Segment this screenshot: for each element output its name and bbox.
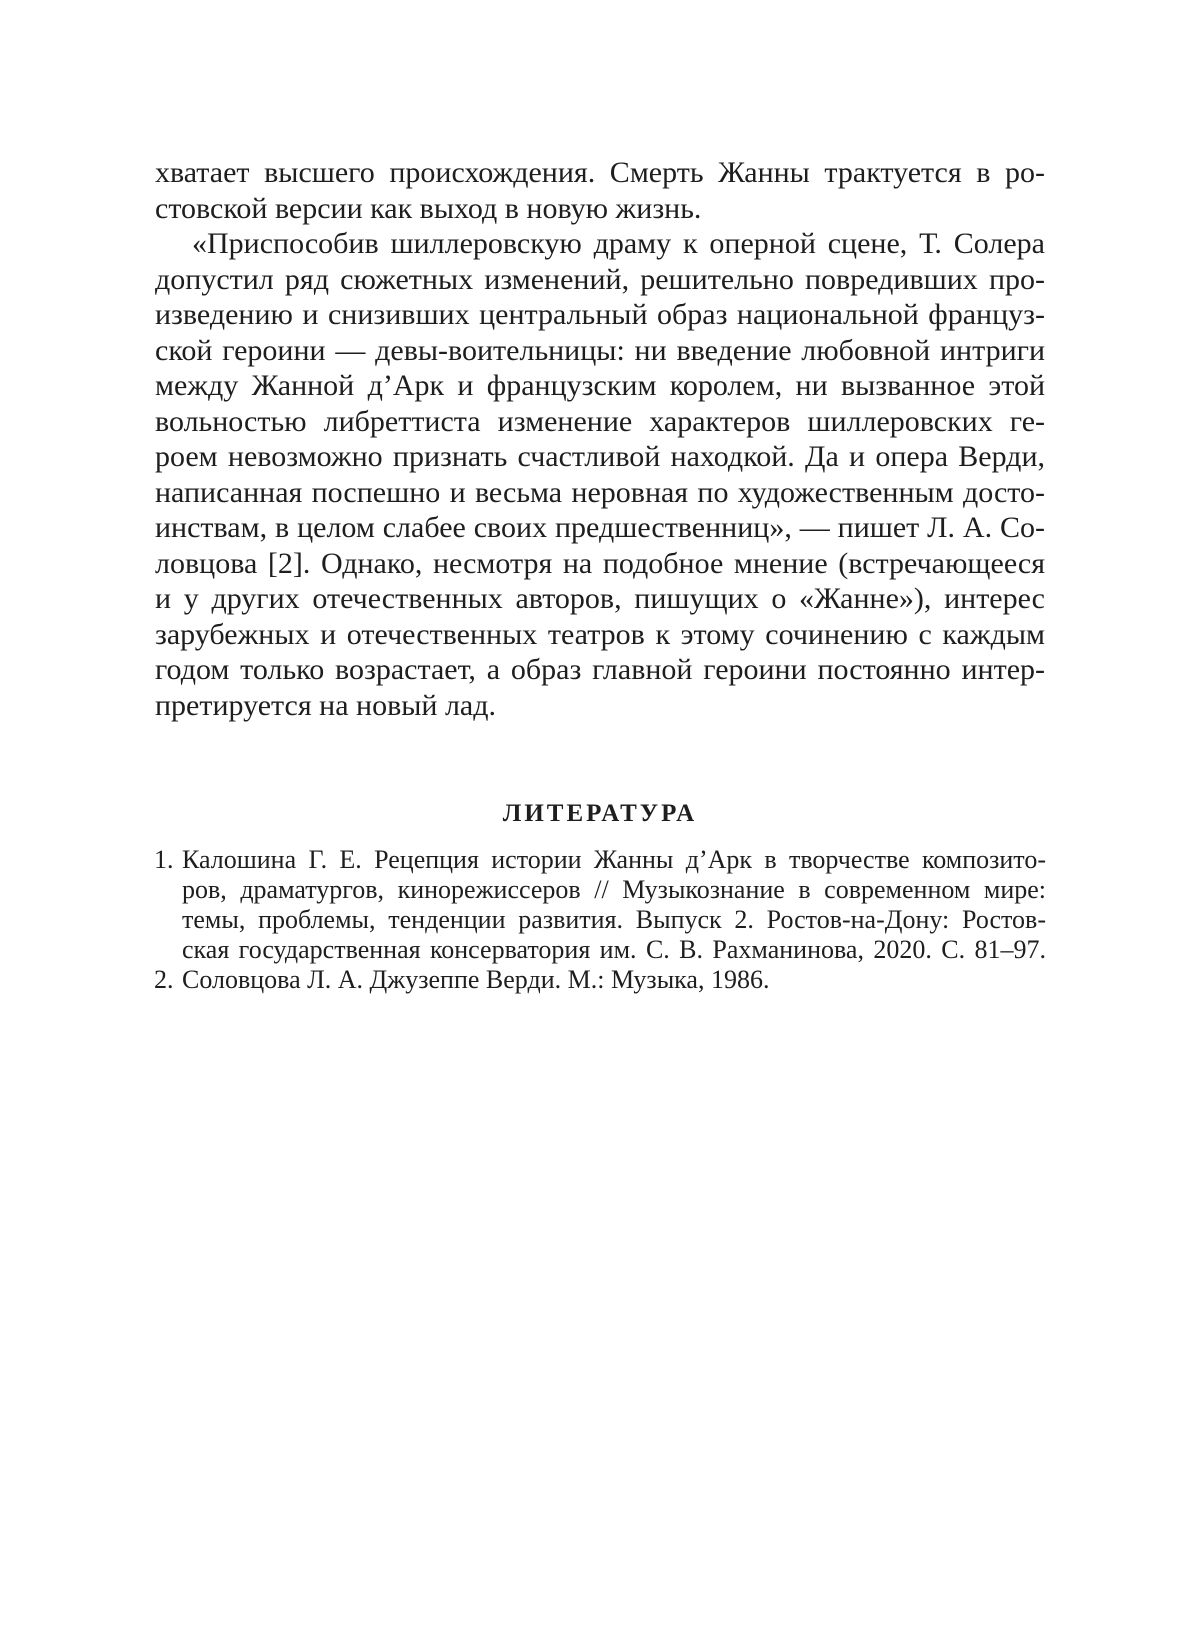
text-line: стовской версии как выход в новую жизнь.: [155, 191, 702, 225]
text-line: зарубежных и отечественных театров к этому сочинению с каждым: [155, 617, 1045, 651]
reference-text: [182, 965, 1046, 995]
body-text: [155, 155, 1045, 723]
reference-item: [154, 965, 1046, 995]
reference-number: 1.: [154, 845, 174, 874]
text-line: ской героини — девы-воительницы: ни введение любовной интриги: [155, 333, 1045, 367]
text-line: ловцова [2]. Однако, несмотря на подобное мнение (встречающееся: [155, 546, 1045, 580]
text-line: вольностью либреттиста изменение характеров шиллеровских ге-: [155, 404, 1045, 438]
reference-item: [154, 845, 1046, 965]
reference-list: [154, 845, 1046, 995]
reference-line: Соловцова Л. А. Джузеппе Верди. М.: Музыка, 1986.: [182, 965, 770, 994]
paragraph: [155, 155, 1045, 226]
text-line: претируется на новый лад.: [155, 688, 497, 722]
text-line: «Приспособив шиллеровскую драму к оперной сцене, Т. Солера: [192, 227, 1045, 260]
text-line: допустил ряд сюжетных изменений, решительно повредивших про-: [155, 262, 1045, 296]
text-line: изведению и снизивших центральный образ национальной француз-: [155, 298, 1045, 331]
text-line: хватает высшего происхождения. Смерть Жанны трактуется в ро-: [155, 156, 1045, 189]
reference-number: 2.: [154, 965, 174, 994]
reference-line: ров, драматургов, кинорежиссеров // Музыкознание в современном мире:: [182, 875, 1046, 904]
reference-line: ская государственная консерватория им. С. В. Рахманинова, 2020. С. 81–97.: [182, 935, 1046, 964]
text-line: между Жанной д’Арк и французским королем, ни вызванное этой: [155, 369, 1045, 402]
text-line: роем невозможно признать счастливой находкой. Да и опера Верди,: [155, 440, 1045, 473]
reference-line: темы, проблемы, тенденции развития. Выпуск 2. Ростов-на-Дону: Ростов-: [182, 905, 1046, 934]
text-line: годом только возрастает, а образ главной героини постоянно интер-: [155, 653, 1045, 686]
literature-heading: ЛИТЕРАТУРА: [502, 800, 698, 827]
text-line: инствам, в целом слабее своих предшественниц», — пишет Л. А. Со-: [155, 511, 1045, 544]
reference-line: Калошина Г. Е. Рецепция истории Жанны д’Арк в творчестве композито-: [182, 845, 1046, 874]
reference-text: [182, 845, 1046, 965]
paragraph: [155, 226, 1045, 723]
text-line: и у других отечественных авторов, пишущих о «Жанне»), интерес: [155, 582, 1045, 615]
text-line: написанная поспешно и весьма неровная по художественным досто-: [155, 475, 1045, 509]
